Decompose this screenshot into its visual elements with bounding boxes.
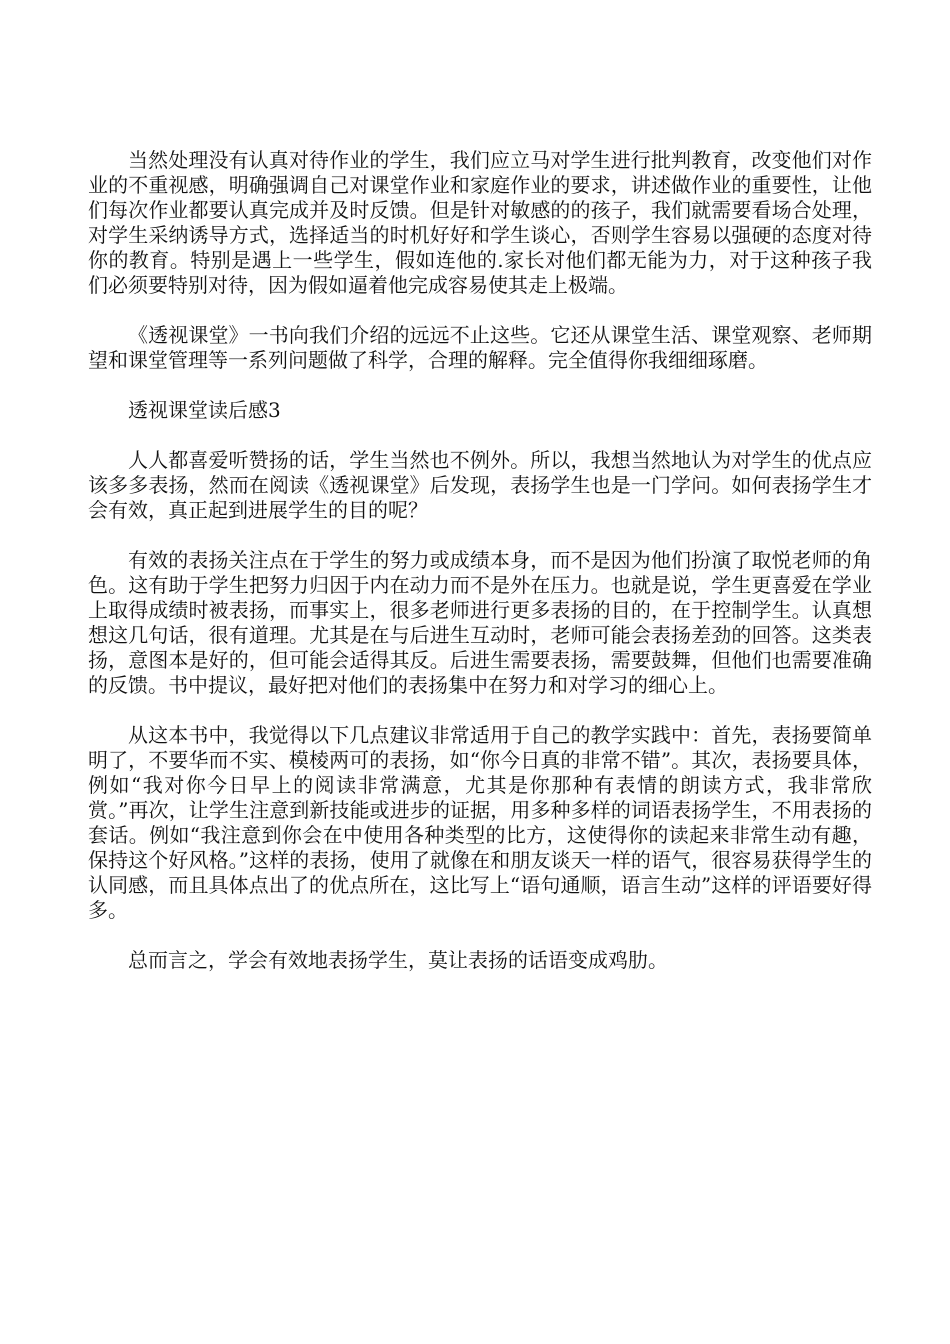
paragraph-book-summary: 《透视课堂》一书向我们介绍的远远不止这些。它还从课堂生活、课堂观察、老师期望和课堂管理等一系列问题做了科学，合理的解释。完全值得你我细细琢磨。 xyxy=(88,323,872,372)
paragraph-effective-praise: 有效的表扬关注点在于学生的努力或成绩本身，而不是因为他们扮演了取悦老师的角色。这有助于学生把努力归因于内在动力而不是外在压力。也就是说，学生更喜爱在学业上取得成绩时被表扬，而事实上，很多老师进行更多表扬的目的，在于控制学生。认真想想这几句话，很有道理。尤其是在与后进生互动时，老师可能会表扬差劲的回答。这类表扬，意图本是好的，但可能会适得其反。后进生需要表扬，需要鼓舞，但他们也需要准确的反馈。书中提议，最好把对他们的表扬集中在努力和对学习的细心上。 xyxy=(88,548,872,697)
document-body xyxy=(88,148,872,998)
paragraph-suggestions: 从这本书中，我觉得以下几点建议非常适用于自己的教学实践中：首先，表扬要简单明了，不要华而不实、模棱两可的表扬，如“你今日真的非常不错”。其次，表扬要具体，例如“我对你今日早上的阅读非常满意，尤其是你那种有表情的朗读方式，我非常欣赏。”再次，让学生注意到新技能或进步的证据，用多种多样的词语表扬学生，不用表扬的套话。例如“我注意到你会在中使用各种类型的比方，这使得你的读起来非常生动有趣，保持这个好风格。”这样的表扬，使用了就像在和朋友谈天一样的语气，很容易获得学生的认同感，而且具体点出了的优点所在，这比写上“语句通顺，语言生动”这样的评语要好得多。 xyxy=(88,723,872,922)
paragraph-praise-intro: 人人都喜爱听赞扬的话，学生当然也不例外。所以，我想当然地认为对学生的优点应该多多表扬，然而在阅读《透视课堂》后发现，表扬学生也是一门学问。如何表扬学生才会有效，真正起到进展学生的目的呢？ xyxy=(88,448,872,522)
paragraph-conclusion: 总而言之，学会有效地表扬学生，莫让表扬的话语变成鸡肋。 xyxy=(128,948,668,972)
paragraph-homework-handling: 当然处理没有认真对待作业的学生，我们应立马对学生进行批判教育，改变他们对作业的不重视感，明确强调自己对课堂作业和家庭作业的要求，讲述做作业的重要性，让他们每次作业都要认真完成并及时反馈。但是针对敏感的的孩子，我们就需要看场合处理，对学生采纳诱导方式，选择适当的时机好好和学生谈心，否则学生容易以强硬的态度对待你的教育。特别是遇上一些学生，假如连他的.家长对他们都无能为力，对于这种孩子我们必须要特别对待，因为假如逼着他完成容易使其走上极端。 xyxy=(88,148,872,297)
section-heading: 透视课堂读后感3 xyxy=(128,398,281,422)
